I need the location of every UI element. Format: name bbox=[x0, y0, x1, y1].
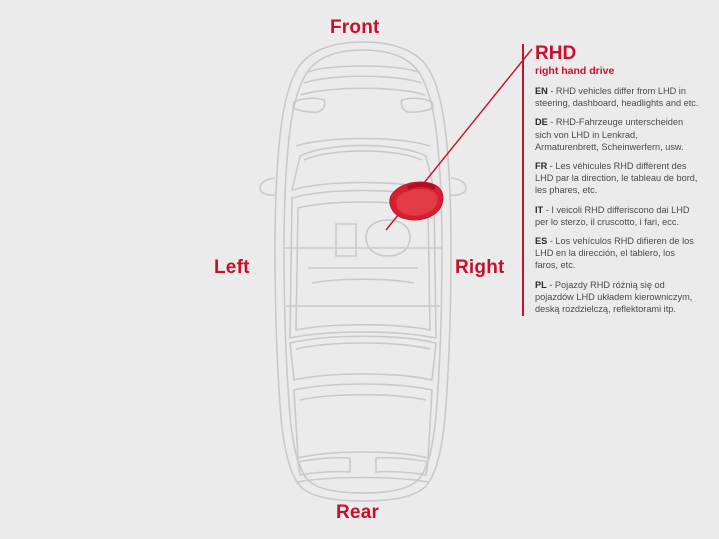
description-text: - RHD-Fahrzeuge unterscheiden sich von LHD in Lenkrad, Armaturenbrett, Scheinwerfern, usw. bbox=[535, 117, 684, 152]
orientation-label-left: Left bbox=[214, 257, 250, 278]
orientation-label-right: Right bbox=[455, 257, 505, 278]
description-text: - Pojazdy RHD różnią się od pojazdów LHD układem kierowniczym, deską rozdzielczą, reflektorami itp. bbox=[535, 279, 693, 315]
description-it bbox=[535, 204, 700, 228]
orientation-label-rear: Rear bbox=[336, 502, 380, 523]
language-code: DE bbox=[535, 117, 548, 128]
panel-subtitle: right hand drive bbox=[535, 65, 615, 77]
description-en bbox=[535, 85, 700, 109]
rhd-info-panel bbox=[522, 44, 700, 316]
language-code: PL bbox=[535, 279, 547, 290]
description-text: - I veicoli RHD differiscono dai LHD per lo sterzo, il cruscotto, i fari, ecc. bbox=[535, 204, 690, 227]
description-text: - RHD vehicles differ from LHD in steering, dashboard, headlights and etc. bbox=[535, 86, 699, 109]
description-fr bbox=[535, 160, 700, 197]
language-code: ES bbox=[535, 236, 548, 247]
description-text: - Los vehículos RHD difieren de los LHD en la dirección, el tablero, los faros, etc. bbox=[535, 236, 694, 271]
description-text: - Les véhicules RHD diffèrent des LHD par la direction, le tableau de bord, les phares, etc. bbox=[535, 161, 698, 196]
description-es bbox=[535, 235, 700, 272]
language-code: FR bbox=[535, 161, 548, 172]
description-list bbox=[535, 85, 700, 315]
car-top-view-illustration bbox=[238, 38, 488, 503]
language-code: EN bbox=[535, 86, 548, 96]
language-code: IT bbox=[535, 204, 544, 215]
description-de bbox=[535, 116, 700, 153]
description-pl bbox=[535, 279, 700, 316]
panel-title: RHD bbox=[535, 43, 577, 64]
orientation-label-front: Front bbox=[330, 17, 380, 38]
